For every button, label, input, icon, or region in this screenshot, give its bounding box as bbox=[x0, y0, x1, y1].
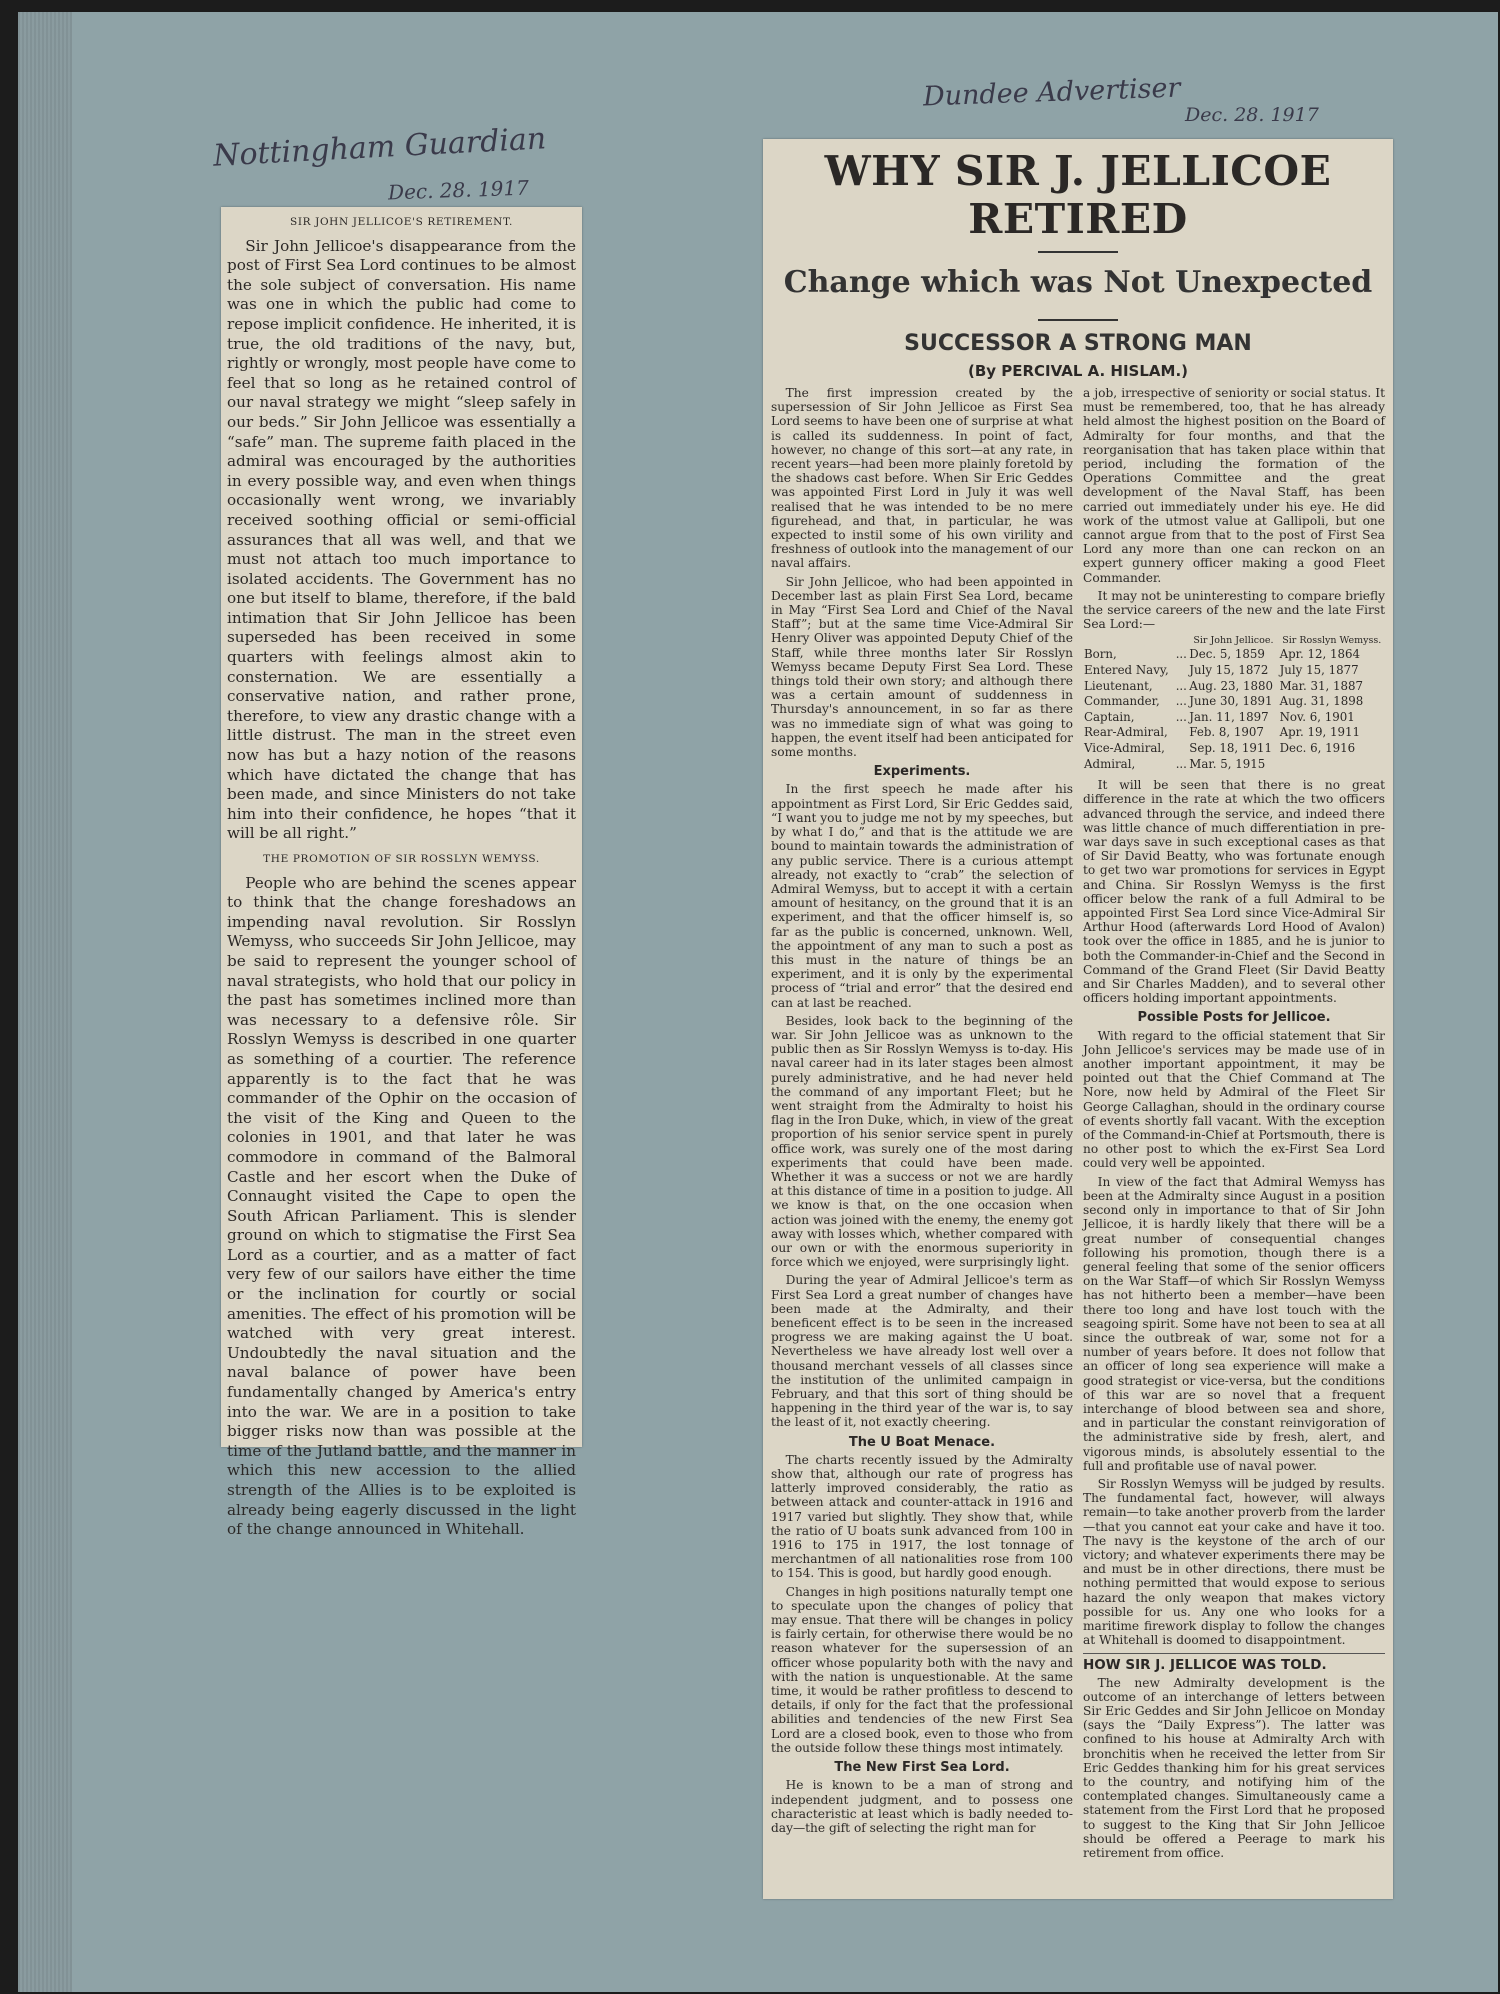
col2-paragraph: It may not be uninteresting to compare briefly the service careers of the new and the late First Sea Lord:— bbox=[1083, 588, 1385, 632]
career-dots: ... bbox=[1175, 678, 1187, 693]
col1-paragraph: The first impression created by the supersession of Sir John Jellicoe as First Sea Lord seems to have been one of surprise at what is called its suddenness. In point of fact, however, no change of this sort—at any rate, in recent years—had been more plainly foretold by the shadows cast before. When Sir Eric Geddes was appointed First Lord in July it was well realised that he was intended to be no mere figurehead, and that, in particular, he was expected to instil some of his own virility and freshness of outlook into the management of our naval affairs. bbox=[771, 386, 1073, 571]
col2-paragraph: It will be seen that there is no great difference in the rate at which the two officers advanced through the service, and indeed there was little chance of much differentiation in pre-war days save in such exceptional cases as that of Sir David Beatty, who was fortunate enough to get two war promotions for services in Egypt and China. Sir Rosslyn Wemyss is the first officer below the rank of a full Admiral to be appointed First Sea Lord since Vice-Admiral Sir Arthur Hood (afterwards Lord Hood of Avalon) took over the office in 1885, and he is junior to both the Commander-in-Chief and the Second in Command of the Grand Fleet (Sir David Beatty and Sir Charles Madden), and to several other officers holding important appointments. bbox=[1083, 778, 1385, 1006]
career-date-wemyss: Apr. 19, 1911 bbox=[1279, 725, 1361, 740]
career-date-jellicoe: Dec. 5, 1859 bbox=[1189, 647, 1265, 662]
career-date-wemyss: July 15, 1877 bbox=[1279, 663, 1359, 678]
table-header-wemyss: Sir Rosslyn Wemyss. bbox=[1282, 635, 1382, 647]
career-date-jellicoe: Feb. 8, 1907 bbox=[1189, 725, 1264, 740]
album-spine bbox=[18, 12, 72, 1992]
career-row bbox=[1083, 694, 1385, 710]
left-paragraph-1: Sir John Jellicoe's disappearance from the post of First Sea Lord continues to be almost the sole subject of conversation. His name was one in which the public had come to repose implicit confidence. He inherited, it is true, the old traditions of the navy, but, rightly or wrongly, most people have come to feel that so long as he retained control of our naval strategy we might “sleep safely in our beds.” Sir John Jellicoe was essentially a “safe” man. The supreme faith placed in the admiral was encouraged by the authorities in every possible way, and even when things occasionally went wrong, we invariably received soothing official or semi-official assurances that all was well, and that we must not attach too much importance to isolated accidents. The Government has no one but itself to blame, therefore, if the bald intimation that Sir John Jellicoe has been superseded has been received in some quarters with feelings almost akin to consternation. We are essentially a conservative nation, and rather prone, therefore, to view any drastic change with a little distrust. The man in the street even now has but a hazy notion of the reasons which have dictated the change that has been made, and since Ministers do not take him into their confidence, he hopes “that it will be all right.” bbox=[227, 236, 576, 843]
subheadline-rule bbox=[1038, 319, 1118, 321]
col1-subhead-uboat: The U Boat Menace. bbox=[848, 1434, 996, 1450]
career-date-wemyss: Nov. 6, 1901 bbox=[1279, 709, 1355, 724]
career-dots: ... bbox=[1175, 756, 1187, 771]
right-source-annotation: Dundee Advertiser bbox=[922, 72, 1181, 113]
left-newspaper-clipping bbox=[221, 207, 582, 1539]
article-byline: (By PERCIVAL A. HISLAM.) bbox=[967, 362, 1189, 380]
career-row bbox=[1083, 663, 1385, 679]
career-comparison-table bbox=[1083, 635, 1385, 772]
career-rank: Captain, bbox=[1084, 709, 1135, 724]
career-row bbox=[1083, 757, 1385, 773]
career-date-wemyss: Apr. 12, 1864 bbox=[1279, 647, 1361, 662]
col1-paragraph: Besides, look back to the beginning of the war. Sir John Jellicoe was as unknown to the public then as Sir Rosslyn Wemyss is to-day. His naval career had in its later stages been almost purely administrative, and he had never held the command of any important Fleet; but he went straight from the Admiralty to hoist his flag in the Iron Duke, which, in view of the great proportion of his senior service spent in purely office work, was surely one of the most daring experiments that could have been made. Whether it was a success or not we are hardly at this distance of time in a position to judge. All we know is that, on the one occasion when action was joined with the enemy, the enemy got away with losses which, whether compared with our own or with the enormous superiority in force which we enjoyed, were surprisingly light. bbox=[771, 1013, 1073, 1270]
article-column-1 bbox=[771, 386, 1073, 1864]
table-header-blank bbox=[1083, 635, 1174, 647]
left-date-annotation: Dec. 28. 1917 bbox=[387, 175, 530, 205]
col1-subhead-new-first-sea-lord: The New First Sea Lord. bbox=[834, 1760, 1010, 1776]
career-rank: Commander, bbox=[1084, 694, 1160, 709]
table-header-jellicoe: Sir John Jellicoe. bbox=[1193, 635, 1274, 647]
col1-paragraph: The charts recently issued by the Admiralty show that, although our rate of progress has latterly improved considerably, the ratio as between attack and counter-attack in 1916 and 1917 varied but slightly. They show that, while the ratio of U boats sunk advanced from 100 in 1916 to 175 in 1917, the lost tonnage of merchantmen of all nationalities rose from 100 to 154. This is good, but hardly good enough. bbox=[771, 1452, 1073, 1581]
article-headline: WHY SIR J. JELLICOE RETIRED bbox=[824, 147, 1332, 243]
col2-subhead-how-told: HOW SIR J. JELLICOE WAS TOLD. bbox=[1083, 1653, 1385, 1672]
career-dots: ... bbox=[1175, 647, 1187, 662]
career-date-wemyss bbox=[1279, 757, 1385, 773]
career-rank: Lieutenant, bbox=[1084, 678, 1153, 693]
headline-rule bbox=[1038, 251, 1118, 253]
career-date-jellicoe: July 15, 1872 bbox=[1189, 663, 1269, 678]
career-row bbox=[1083, 725, 1385, 741]
left-paragraph-2: People who are behind the scenes appear to think that the change foreshadows an impending naval revolution. Sir Rosslyn Wemyss, who succeeds Sir John Jellicoe, may be said to represent the younger school of naval strategists, who hold that our policy in the past has sometimes inclined more than was necessary to a defensive rôle. Sir Rosslyn Wemyss is described in one quarter as something of a courtier. The reference apparently is to the fact that he was commander of the Ophir on the occasion of the visit of the King and Queen to the colonies in 1901, and that later he was commodore in command of the Balmoral Castle and her escort when the Duke of Connaught visited the Cape to open the South African Parliament. This is slender ground on which to stigmatise the First Sea Lord as a courtier, and as a matter of fact very few of our sailors have either the time or the inclination for courtly or social amenities. The effect of his promotion will be watched with very great interest. Undoubtedly the naval situation and the naval balance of power have been fundamentally changed by America's entry into the war. We are in a position to take bigger risks now than was possible at the time of the Jutland battle, and the manner in which this new accession to the allied strength of the Allies is to be exploited is already being eagerly discussed in the light of the change announced in Whitehall. bbox=[227, 873, 576, 1539]
career-date-wemyss: Dec. 6, 1916 bbox=[1279, 741, 1356, 756]
left-heading-retirement: SIR JOHN JELLICOE'S RETIREMENT. bbox=[290, 216, 513, 228]
career-dots bbox=[1174, 663, 1188, 679]
right-newspaper-clipping bbox=[763, 139, 1393, 1899]
career-dots: ... bbox=[1175, 694, 1187, 709]
col2-paragraph: a job, irrespective of seniority or social status. It must be remembered, too, that he has already held almost the highest position on the Board of Admiralty for four months, and that the reorganisation that has taken place within that period, including the formation of the Operations Committee and the great development of the Naval Staff, has been carried out immediately under his eye. He did work of the utmost value at Gallipoli, but one cannot argue from that to the post of First Sea Lord any more than one can reckon on an expert gunnery officer making a good Fleet Commander. bbox=[1083, 386, 1385, 585]
career-row bbox=[1083, 741, 1385, 757]
career-date-jellicoe: Sep. 18, 1911 bbox=[1189, 741, 1272, 756]
career-rank: Vice-Admiral, bbox=[1084, 741, 1165, 756]
album-page bbox=[18, 12, 1498, 1992]
career-rank: Admiral, bbox=[1084, 756, 1136, 771]
col2-paragraph: In view of the fact that Admiral Wemyss has been at the Admiralty since August in a position second only in importance to that of Sir John Jellicoe, it is hardly likely that there will be a great number of consequential changes following his promotion, though there is a general feeling that some of the senior officers on the War Staff—of which Sir Rosslyn Wemyss has not hitherto been a member—have been there too long and have lost touch with the seagoing spirit. Some have not been to sea at all since the outbreak of war, some not for a number of years before. It does not follow that an officer of long sea experience will make a good strategist or vice-versa, but the conditions of this war are so novel that a frequent interchange of blood between sea and shore, and in particular the constant reinvigoration of the administrative side by fresh, alert, and vigorous minds, is absolutely essential to the full and profitable use of naval power. bbox=[1083, 1174, 1385, 1473]
right-date-annotation: Dec. 28. 1917 bbox=[1185, 104, 1319, 126]
left-heading-promotion: THE PROMOTION OF SIR ROSSLYN WEMYSS. bbox=[263, 853, 540, 865]
career-date-wemyss: Mar. 31, 1887 bbox=[1279, 678, 1364, 693]
col1-paragraph: Changes in high positions naturally tempt one to speculate upon the changes of policy that may ensue. That there will be changes in policy is fairly certain, for otherwise there would be no reason whatever for the supersession of an officer whose popularity both with the navy and with the nation is unquestionable. At the same time, it would be rather profitless to descend to details, if only for the fact that the professional abilities and tendencies of the new First Sea Lord are a closed book, even to those who from the outside follow these things most intimately. bbox=[771, 1584, 1073, 1755]
col1-paragraph: During the year of Admiral Jellicoe's term as First Sea Lord a great number of changes have been made at the Admiralty, and their beneficent effect is to be seen in the increased progress we are making against the U boat. Nevertheless we have already lost well over a thousand merchant vessels of all classes since the institution of the unlimited campaign in February, and that this sort of thing should be happening in the third year of the war is, to say the least of it, not exactly cheering. bbox=[771, 1273, 1073, 1430]
career-rows bbox=[1083, 647, 1385, 772]
col2-paragraph: The new Admiralty development is the outcome of an interchange of letters between Sir Eric Geddes and Sir John Jellicoe on Monday (says the “Daily Express”). The latter was confined to his house at Admiralty Arch with bronchitis when he received the letter from Sir Eric Geddes thanking him for his great services to the country, and notifying him of the contemplated changes. Simultaneously came a statement from the First Lord that he proposed to suggest to the King that Sir John Jellicoe should be offered a Peerage to mark his retirement from office. bbox=[1083, 1675, 1385, 1861]
career-row bbox=[1083, 679, 1385, 695]
table-header-blank bbox=[1174, 635, 1188, 647]
career-rank: Entered Navy, bbox=[1084, 663, 1169, 678]
col2-paragraph: Sir Rosslyn Wemyss will be judged by results. The fundamental fact, however, will always remain—to take another proverb from the larder—that you cannot eat your cake and have it too. The navy is the keystone of the arch of our victory; and whatever experiments there may be and must be in other directions, there must be nothing permitted that would expose to serious hazard the only weapon that makes victory possible for us. Any one who looks for a maritime firework display to follow the changes at Whitehall is doomed to disappointment. bbox=[1083, 1476, 1385, 1648]
career-date-jellicoe: Mar. 5, 1915 bbox=[1189, 756, 1266, 771]
col1-paragraph: In the first speech he made after his appointment as First Lord, Sir Eric Geddes said, “I want you to judge me not by my speeches, but by what I do,” and that is the attitude we are bound to maintain towards the administration of any public service. There is a curious attempt already, not exactly to “crab” the selection of Admiral Wemyss, but to accept it with a certain amount of hesitancy, on the ground that it is an experiment, and that the officer himself is, so far as the public is concerned, unknown. Well, the appointment of any man to such a post as this must in the nature of things be an experiment, and it is only by the experimental process of “trial and error” that the desired end can at last be reached. bbox=[771, 782, 1074, 1010]
career-date-jellicoe: Jan. 11, 1897 bbox=[1189, 709, 1269, 724]
career-row bbox=[1083, 647, 1385, 663]
career-rank: Rear-Admiral, bbox=[1084, 725, 1168, 740]
left-source-annotation: Nottingham Guardian bbox=[212, 121, 547, 174]
article-columns bbox=[771, 386, 1385, 1864]
article-column-2 bbox=[1083, 386, 1385, 1864]
article-subheadline: Change which was Not Unexpected bbox=[783, 265, 1373, 300]
career-dots bbox=[1174, 741, 1188, 757]
career-dots: ... bbox=[1175, 709, 1187, 724]
career-date-wemyss: Aug. 31, 1898 bbox=[1279, 694, 1364, 709]
career-dots bbox=[1174, 725, 1188, 741]
col1-subhead-experiments: Experiments. bbox=[873, 764, 971, 780]
career-row bbox=[1083, 710, 1385, 726]
career-date-jellicoe: June 30, 1891 bbox=[1189, 694, 1273, 709]
col2-paragraph: With regard to the official statement that Sir John Jellicoe's services may be made use of in another important appointment, it may be pointed out that the Chief Command at The Nore, now held by Admiral of the Fleet Sir George Callaghan, should in the ordinary course of events shortly fall vacant. With the exception of the Command-in-Chief at Portsmouth, there is no other post to which the ex-First Sea Lord could very well be appointed. bbox=[1083, 1028, 1385, 1171]
col1-paragraph: He is known to be a man of strong and independent judgment, and to possess one characteristic at least which is badly needed to-day—the gift of selecting the right man for bbox=[771, 1778, 1073, 1835]
career-date-jellicoe: Aug. 23, 1880 bbox=[1189, 678, 1273, 693]
article-deck: SUCCESSOR A STRONG MAN bbox=[904, 331, 1252, 356]
career-rank: Born, bbox=[1084, 647, 1117, 662]
col2-subhead-possible-posts: Possible Posts for Jellicoe. bbox=[1137, 1010, 1331, 1026]
col1-paragraph: Sir John Jellicoe, who had been appointed in December last as plain First Sea Lord, became in May “First Sea Lord and Chief of the Naval Staff”; but at the same time Vice-Admiral Sir Henry Oliver was appointed Deputy Chief of the Staff, while three months later Sir Rosslyn Wemyss became Deputy First Sea Lord. These things told their own story; and although there was a certain amount of suddenness in Thursday's announcement, in so far as there was no immediate sign of what was going to happen, the event itself had been anticipated for some months. bbox=[771, 574, 1073, 760]
